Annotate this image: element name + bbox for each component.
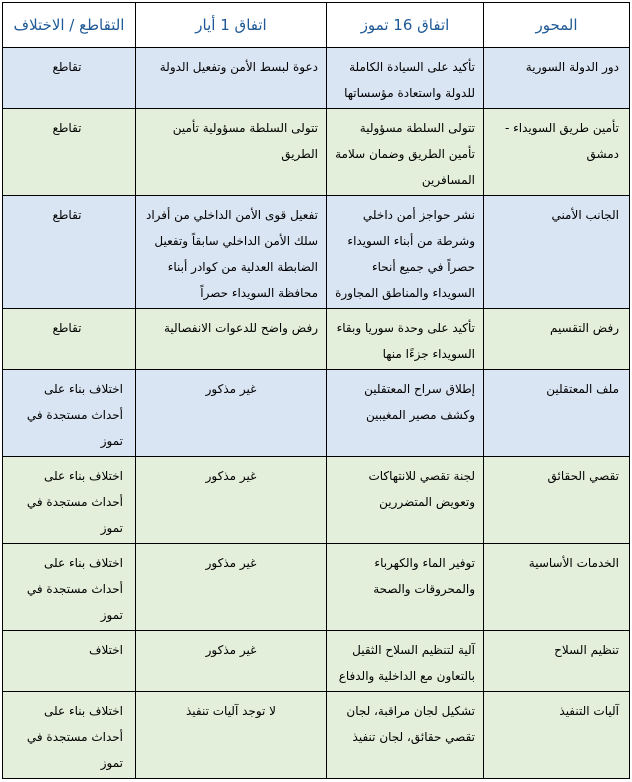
- header-july-agreement: اتفاق 16 تموز: [327, 3, 484, 48]
- comparison-cell: تقاطع: [3, 109, 136, 196]
- table-row: [3, 457, 630, 544]
- comparison-cell: اختلاف بناء على أحداث مستجدة في تموز: [3, 692, 136, 779]
- july-cell: آلية لتنظيم السلاح الثقيل بالتعاون مع الداخلية والدفاع: [327, 631, 484, 692]
- table-row: [3, 109, 630, 196]
- axis-cell: تنظيم السلاح: [484, 631, 630, 692]
- may-cell: غير مذكور: [136, 457, 327, 544]
- may-cell: غير مذكور: [136, 544, 327, 631]
- july-cell: تأكيد على السيادة الكاملة للدولة واستعادة مؤسساتها: [327, 48, 484, 109]
- may-cell: تفعيل قوى الأمن الداخلي من أفراد سلك الأمن الداخلي سابقاً وتفعيل الضابطة العدلية من كوادر أبناء محافظة السويداء حصراً: [136, 196, 327, 309]
- july-cell: نشر حواجز أمن داخلي وشرطة من أبناء السويداء حصراً في جميع أنحاء السويداء والمناطق المجاورة: [327, 196, 484, 309]
- axis-cell: ملف المعتقلين: [484, 370, 630, 457]
- header-may-agreement: اتفاق 1 أيار: [136, 3, 327, 48]
- table-row: [3, 370, 630, 457]
- july-cell: إطلاق سراح المعتقلين وكشف مصير المغيبين: [327, 370, 484, 457]
- comparison-cell: تقاطع: [3, 309, 136, 370]
- table-row: [3, 692, 630, 779]
- may-cell: غير مذكور: [136, 631, 327, 692]
- axis-cell: آليات التنفيذ: [484, 692, 630, 779]
- axis-cell: دور الدولة السورية: [484, 48, 630, 109]
- comparison-cell: اختلاف بناء على أحداث مستجدة في تموز: [3, 544, 136, 631]
- july-cell: توفير الماء والكهرباء والمحروقات والصحة: [327, 544, 484, 631]
- july-cell: تتولى السلطة مسؤولية تأمين الطريق وضمان سلامة المسافرين: [327, 109, 484, 196]
- july-cell: تشكيل لجان مراقبة، لجان تقصي حقائق، لجان تنفيذ: [327, 692, 484, 779]
- may-cell: غير مذكور: [136, 370, 327, 457]
- header-comparison: التقاطع / الاختلاف: [3, 3, 136, 48]
- comparison-cell: اختلاف بناء على أحداث مستجدة في تموز: [3, 457, 136, 544]
- july-cell: لجنة تقصي للانتهاكات وتعويض المتضررين: [327, 457, 484, 544]
- axis-cell: الخدمات الأساسية: [484, 544, 630, 631]
- may-cell: لا توجد آليات تنفيذ: [136, 692, 327, 779]
- may-cell: تتولى السلطة مسؤولية تأمين الطريق: [136, 109, 327, 196]
- comparison-cell: تقاطع: [3, 48, 136, 109]
- axis-cell: تأمين طريق السويداء - دمشق: [484, 109, 630, 196]
- header-axis: المحور: [484, 3, 630, 48]
- july-cell: تأكيد على وحدة سوريا وبقاء السويداء جزءًا منها: [327, 309, 484, 370]
- table-row: [3, 544, 630, 631]
- may-cell: رفض واضح للدعوات الانفصالية: [136, 309, 327, 370]
- table-row: [3, 631, 630, 692]
- axis-cell: تقصي الحقائق: [484, 457, 630, 544]
- comparison-cell: اختلاف: [3, 631, 136, 692]
- table-row: [3, 309, 630, 370]
- axis-cell: الجانب الأمني: [484, 196, 630, 309]
- comparison-table: [2, 2, 630, 779]
- comparison-cell: اختلاف بناء على أحداث مستجدة في تموز: [3, 370, 136, 457]
- comparison-cell: تقاطع: [3, 196, 136, 309]
- table-row: [3, 196, 630, 309]
- axis-cell: رفض التقسيم: [484, 309, 630, 370]
- may-cell: دعوة لبسط الأمن وتفعيل الدولة: [136, 48, 327, 109]
- header-row: [3, 3, 630, 48]
- table-row: [3, 48, 630, 109]
